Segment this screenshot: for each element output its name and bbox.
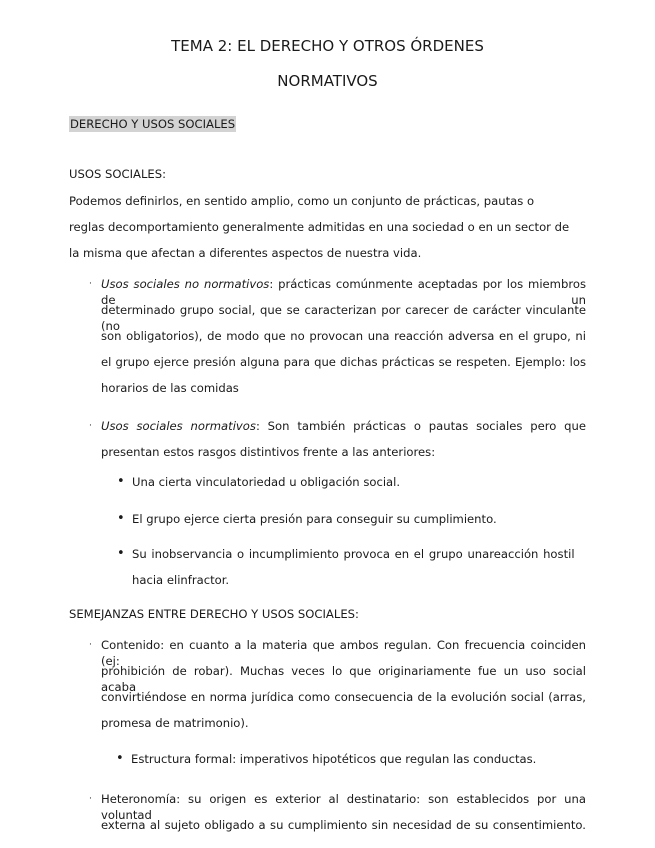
bullet-marker: · [89, 640, 92, 650]
normativos-item-1: Una cierta vinculatoriedad u obligación social. [132, 475, 401, 489]
usos-sociales-heading: USOS SOCIALES: [69, 167, 166, 181]
intro-line-3: la misma que afectan a diferentes aspectos de nuestra vida. [69, 246, 422, 260]
heteronomia-line-1: Heteronomía: su origen es exterior al destinatario: son establecidos por una voluntad [101, 792, 586, 822]
intro-line-2: reglas decomportamiento generalmente admitidas en una sociedad o en un sector de [69, 220, 570, 234]
semejanzas-heading: SEMEJANZAS ENTRE DERECHO Y USOS SOCIALES: [69, 607, 359, 621]
normativos-item-3-cont: hacia elinfractor. [132, 573, 230, 587]
heteronomia-line-2: externa al sujeto obligado a su cumplimiento sin necesidad de su consentimiento. [101, 818, 586, 832]
normativos-item-3: Su inobservancia o incumplimiento provoca en el grupo unareacción hostil [132, 547, 575, 561]
contenido-line-2: prohibición de robar). Muchas veces lo que originariamente fue un uso social acaba [101, 664, 586, 694]
normativos-term: Usos sociales normativos [101, 419, 256, 433]
sub-bullet-marker: • [117, 546, 125, 561]
section-heading-text: DERECHO Y USOS SOCIALES [70, 117, 236, 131]
no-normativos-term: Usos sociales no normativos [101, 277, 270, 291]
no-normativos-line-5: horarios de las comidas [101, 381, 239, 395]
bullet-marker: · [89, 794, 92, 804]
normativos-item-2: El grupo ejerce cierta presión para conseguir su cumplimiento. [132, 512, 497, 526]
normativos-line-2: presentan estos rasgos distintivos frente a las anteriores: [101, 445, 436, 459]
sub-bullet-marker: • [117, 474, 125, 489]
section-heading [69, 116, 236, 132]
contenido-line-3: convirtiéndose en norma jurídica como consecuencia de la evolución social (arras, [101, 690, 586, 704]
intro-line-1: Podemos definirlos, en sentido amplio, como un conjunto de prácticas, pautas o [69, 194, 535, 208]
no-normativos-line-1-rest: : prácticas comúnmente aceptadas por los miembros de un [101, 277, 586, 307]
sub-bullet-marker: • [117, 511, 125, 526]
contenido-line-4: promesa de matrimonio). [101, 716, 249, 730]
bullet-marker: · [89, 279, 92, 289]
normativos-line-1-rest: : Son también prácticas o pautas sociales pero que [255, 419, 586, 433]
page-title-line-1: TEMA 2: EL DERECHO Y OTROS ÓRDENES [171, 37, 484, 55]
normativos-line-1 [101, 418, 586, 434]
contenido-line-1: Contenido: en cuanto a la materia que ambos regulan. Con frecuencia coinciden (ej: [101, 638, 586, 668]
no-normativos-line-2: determinado grupo social, que se caracterizan por carecer de carácter vinculante (no [101, 303, 586, 333]
no-normativos-line-4: el grupo ejerce presión alguna para que dichas prácticas se respeten. Ejemplo: los [101, 355, 586, 369]
bullet-marker: · [89, 421, 92, 431]
page-title-line-2: NORMATIVOS [277, 72, 378, 90]
estructura-formal-text: Estructura formal: imperativos hipotéticos que regulan las conductas. [131, 752, 537, 766]
sub-bullet-marker: • [116, 751, 124, 766]
no-normativos-line-3: son obligatorios), de modo que no provocan una reacción adversa en el grupo, ni [101, 329, 586, 343]
